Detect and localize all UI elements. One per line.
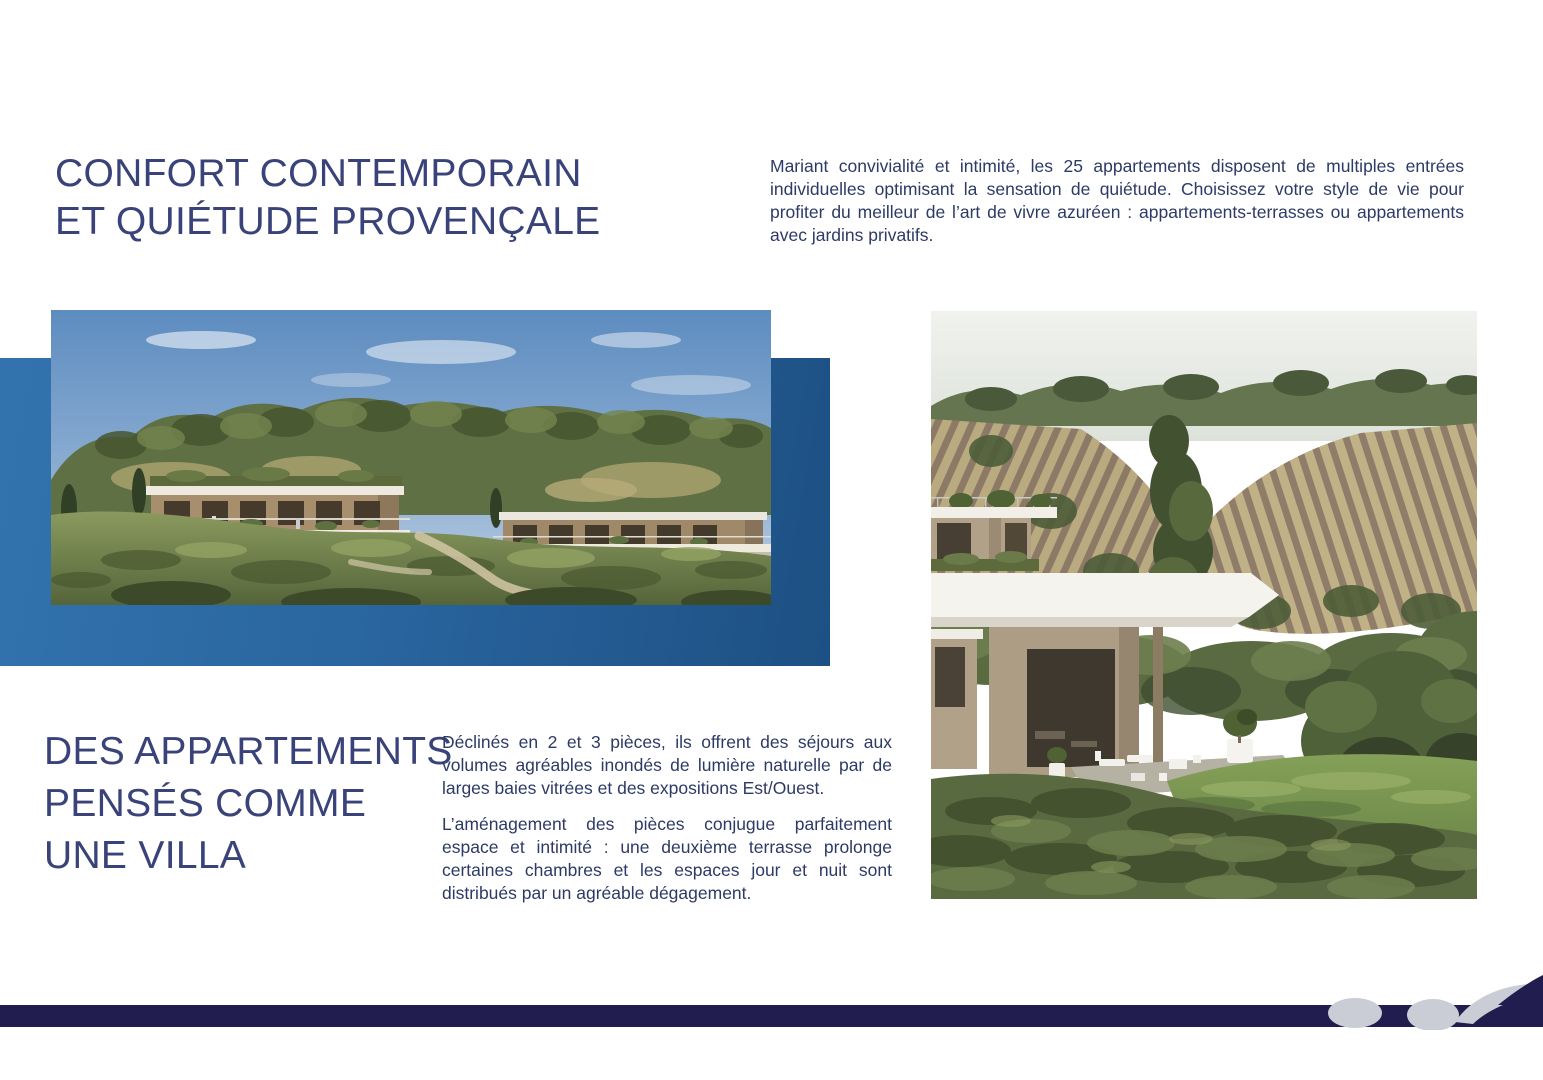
section-title-villa-line2: PENSÉS COMME	[44, 782, 367, 825]
section-title-confort-line2: ET QUIÉTUDE PROVENÇALE	[55, 200, 601, 243]
paragraph-villa-2: L’aménagement des pièces conjugue parfaitement espace et intimité : une deuxième terrasse prolonge certaines chambres et les espaces jour et nuit sont distribués par un agréable dégagement.	[442, 814, 892, 903]
paragraphs-villa	[442, 731, 892, 918]
render-right-terrace-apartment	[931, 311, 1477, 899]
section-title-villa-line1: DES APPARTEMENTS	[44, 730, 453, 773]
section-title-villa-line3: UNE VILLA	[44, 834, 247, 877]
render-left-illustration	[51, 310, 771, 605]
section-title-villa	[44, 726, 453, 882]
render-right-illustration	[931, 311, 1477, 899]
render-left-hillside-apartments	[51, 310, 771, 605]
footer-bar	[0, 1005, 1543, 1027]
section-title-confort-line1: CONFORT CONTEMPORAIN	[55, 152, 582, 195]
developer-logo-watermark	[1313, 972, 1543, 1030]
paragraph-villa-1: Déclinés en 2 et 3 pièces, ils offrent des séjours aux volumes agréables inondés de lumière naturelle par de larges baies vitrées et des expositions Est/Ouest.	[442, 732, 892, 798]
paragraph-confort: Mariant convivialité et intimité, les 25 appartements disposent de multiples entrées individuelles optimisant la sensation de quiétude. Choisissez votre style de vie pour profiter du meilleur de l’art de vivre azuréen : appartements-terrasses ou appartements avec jardins privatifs.	[770, 156, 1464, 245]
section-title-confort	[55, 150, 601, 246]
